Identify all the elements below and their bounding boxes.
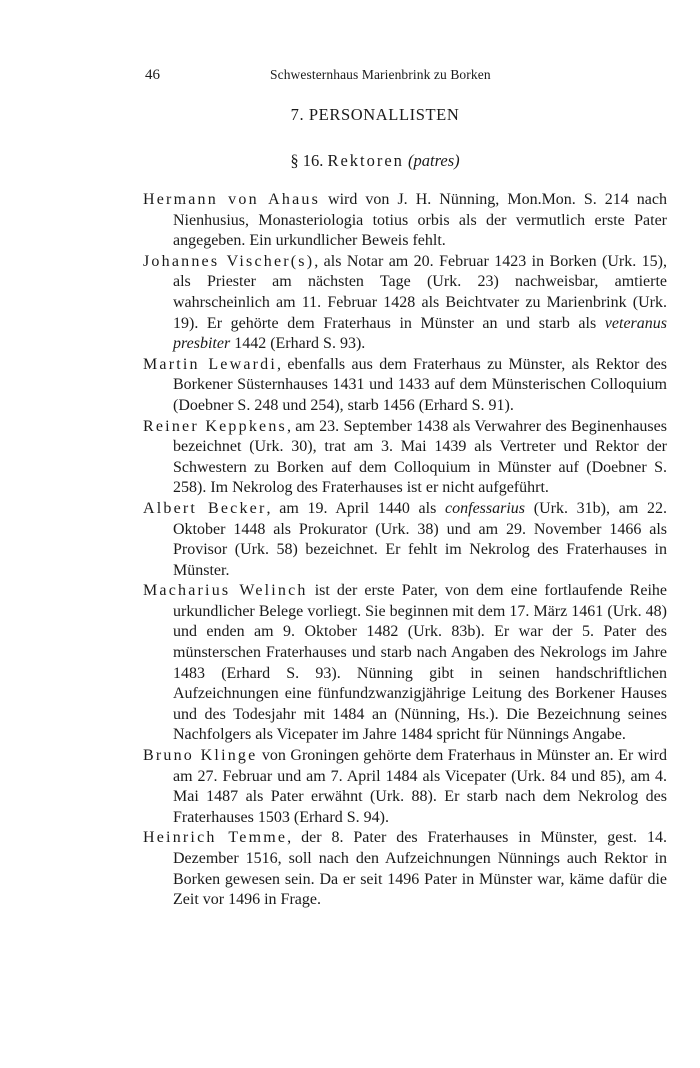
rector-name: Macharius Welinch — [143, 582, 308, 600]
running-title: Schwesternhaus Marienbrink zu Borken — [270, 67, 491, 82]
rector-list — [143, 190, 667, 911]
rector-entry — [143, 355, 667, 417]
entry-text: 1442 (Erhard S. 93). — [230, 335, 366, 353]
rector-entry — [143, 417, 667, 499]
italic-term: confessarius — [445, 499, 526, 517]
rector-name: Reiner Keppkens — [143, 417, 287, 435]
subsection-number: § 16. — [290, 151, 324, 170]
rector-entry — [143, 499, 667, 581]
entry-text: , am 19. April 1440 als — [266, 499, 446, 517]
subsection-heading: Rektoren — [327, 151, 404, 170]
entry-text: ist der erste Pater, von dem eine fortlaufende Reihe urkundlicher Belege vorliegt. Sie beginnen mit dem 17. März 1461 (Urk. 48) und enden am 9. Oktober 1482 (Urk. 83b). Er war der 5. Pater des münsterschen Fraterhauses und starb nach Angaben des Nekrologs im Jahre 1483 (Erhard S. 93). Nünning gibt in seinen handschriftlichen Aufzeichnungen eine fünfundzwanzigjährige Leitung des Borkener Hauses und des Todesjahr mit 1484 an (Nünning, Hs.). Die Bezeichnung seines Nachfolgers als Vicepater im Jahre 1484 spricht für Nünnings Angabe. — [173, 582, 667, 744]
entry-text: , der 8. Pater des Fraterhauses in Münster, gest. 14. Dezember 1516, soll nach den Aufzeichnungen Nünnings auch Rektor in Borken gewesen sein. Da er seit 1496 Pater in Münster war, käme dafür die Zeit vor 1496 in Frage. — [173, 829, 667, 909]
entry-text: von Groningen gehörte dem Fraterhaus in Münster an. Er wird am 27. Februar und am 7. April 1484 als Vicepater (Urk. 84 und 85), am 4. Mai 1487 als Pater erwähnt (Urk. 88). Er starb nach dem Nekrolog des Fraterhauses 1503 (Erhard S. 94). — [173, 747, 667, 826]
entry-text: wird von J. H. Nünning, Mon.Mon. S. 214 nach Nienhusius, Monasteriologia totius orbis als der vermutlich erste Pater angegeben. Ein urkundlicher Beweis fehlt. — [173, 191, 667, 250]
page-number: 46 — [145, 67, 160, 83]
italic-term: veteranus presbiter — [173, 314, 667, 353]
rector-name: Heinrich Temme — [143, 829, 288, 847]
rector-entry — [143, 746, 667, 828]
subsection-title — [0, 151, 700, 171]
rector-name: Bruno Klinge — [143, 747, 258, 765]
rector-name: Hermann von Ahaus — [143, 191, 321, 208]
rector-entry — [143, 190, 667, 252]
entry-text: , als Notar am 20. Februar 1423 in Borken (Urk. 15), als Priester am nächsten Tage (Urk. 23) nachweisbar, amtierte wahrscheinlich am 11. Februar 1428 als Beichtvater zu Marienbrink (Urk. 19). Er gehörte dem Fraterhaus in Münster an und starb als — [173, 252, 667, 332]
entry-text: , ebenfalls aus dem Fraterhaus zu Münster, als Rektor des Borkener Süsternhauses 1431 und 1433 auf dem Münsterischen Colloquium (Doebner S. 248 und 254), starb 1456 (Erhard S. 91). — [173, 355, 667, 414]
section-title: 7. PERSONALLISTEN — [290, 105, 460, 124]
rector-name: Martin Lewardi — [143, 355, 278, 373]
entry-text: , am 23. September 1438 als Verwahrer des Beginenhauses bezeichnet (Urk. 30), trat am 3. Mai 1439 als Vertreter und Rektor der Schwestern zu Borken auf dem Colloquium in Münster auf (Doebner S. 258). Im Nekrolog des Fraterhauses ist er nicht aufgeführt. — [173, 417, 667, 497]
rector-entry — [143, 581, 667, 746]
entry-text: (Urk. 31b), am 22. Oktober 1448 als Prokurator (Urk. 38) und am 29. November 1466 als Provisor (Urk. 58) bezeichnet. Er fehlt im Nekrolog des Fraterhauses in Münster. — [173, 499, 667, 579]
rector-name: Albert Becker — [143, 499, 267, 517]
rector-entry — [143, 828, 667, 910]
rector-name: Johannes Vischer(s) — [143, 252, 315, 270]
subsection-latin: (patres) — [408, 151, 460, 170]
rector-entry — [143, 252, 667, 355]
